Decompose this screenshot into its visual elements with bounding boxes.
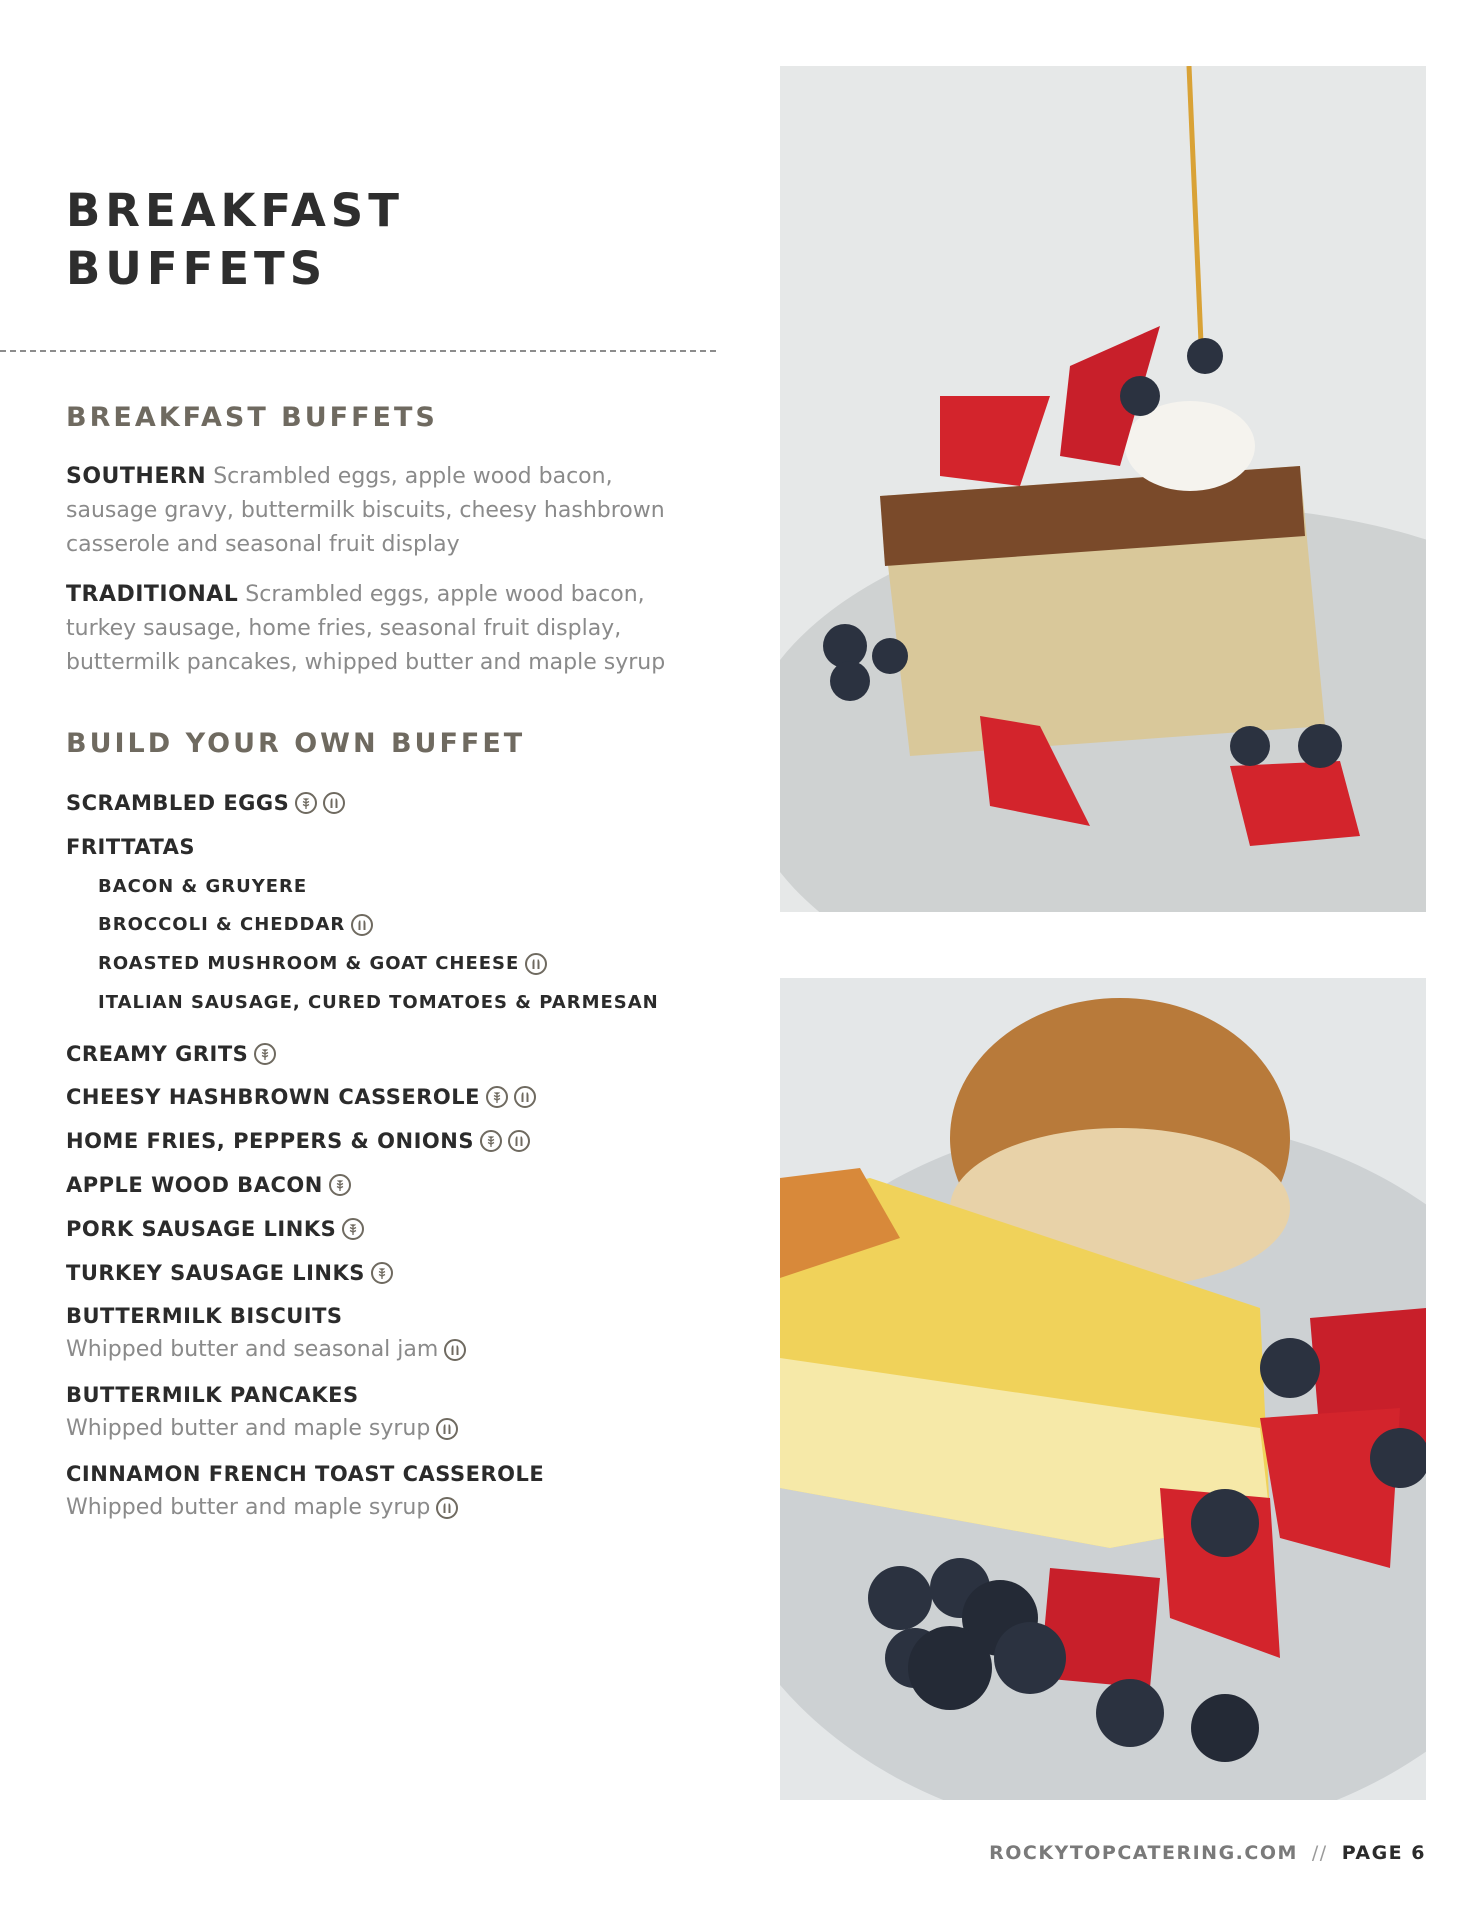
menu-item-label: ITALIAN SAUSAGE, CURED TOMATOES & PARMESAN bbox=[98, 992, 659, 1013]
wheat-icon bbox=[371, 1262, 393, 1284]
menu-item-label: BUTTERMILK BISCUITS bbox=[66, 1304, 343, 1328]
menu-item-description-text: Whipped butter and seasonal jam bbox=[66, 1337, 439, 1362]
vegetarian-icon bbox=[444, 1339, 466, 1361]
buffet-description: Scrambled eggs, apple wood bacon, sausage gravy, buttermilk biscuits, cheesy hashbrown casserole and seasonal fruit display bbox=[66, 464, 665, 557]
wheat-icon bbox=[254, 1043, 276, 1065]
menu-item-home-fries bbox=[66, 1126, 530, 1156]
menu-item-label: CINNAMON FRENCH TOAST CASSEROLE bbox=[66, 1462, 545, 1486]
menu-item-label: CREAMY GRITS bbox=[66, 1042, 249, 1066]
footer-page-number: PAGE 6 bbox=[1341, 1842, 1426, 1864]
menu-item-scrambled-eggs bbox=[66, 788, 345, 818]
menu-item-description bbox=[66, 1414, 458, 1444]
buffet-name: SOUTHERN bbox=[66, 464, 207, 489]
menu-item-description-text: Whipped butter and maple syrup bbox=[66, 1495, 431, 1520]
frittata-bacon-gruyere bbox=[98, 874, 307, 900]
menu-item-frittatas bbox=[66, 832, 195, 862]
menu-item-description-text: Whipped butter and maple syrup bbox=[66, 1416, 431, 1441]
menu-item-pork-sausage bbox=[66, 1214, 364, 1244]
menu-item-label: TURKEY SAUSAGE LINKS bbox=[66, 1261, 365, 1285]
buffet-description: Scrambled eggs, apple wood bacon, turkey sausage, home fries, seasonal fruit display, buttermilk pancakes, whipped butter and maple syrup bbox=[66, 582, 666, 675]
footer-separator: // bbox=[1311, 1842, 1328, 1864]
menu-item-label: BACON & GRUYERE bbox=[98, 876, 308, 897]
menu-item-label: FRITTATAS bbox=[66, 835, 196, 859]
section-heading-build-your-own: BUILD YOUR OWN BUFFET bbox=[66, 728, 526, 759]
wheat-icon bbox=[329, 1174, 351, 1196]
frittata-mushroom-goat-cheese bbox=[98, 951, 547, 977]
wheat-icon bbox=[480, 1130, 502, 1152]
page-title-line: BREAKFAST bbox=[66, 184, 404, 237]
menu-item-description bbox=[66, 1335, 466, 1365]
wheat-icon bbox=[342, 1218, 364, 1240]
menu-item-label: ROASTED MUSHROOM & GOAT CHEESE bbox=[98, 953, 520, 974]
menu-item-turkey-sausage bbox=[66, 1258, 393, 1288]
page-title bbox=[66, 182, 404, 298]
menu-item-label: HOME FRIES, PEPPERS & ONIONS bbox=[66, 1129, 474, 1153]
vegetarian-icon bbox=[351, 914, 373, 936]
menu-item-label: APPLE WOOD BACON bbox=[66, 1173, 323, 1197]
menu-item-label: BUTTERMILK PANCAKES bbox=[66, 1383, 359, 1407]
french-toast-photo bbox=[780, 66, 1426, 912]
frittata-broccoli-cheddar bbox=[98, 912, 373, 938]
dashed-divider bbox=[0, 350, 716, 352]
wheat-icon bbox=[295, 792, 317, 814]
vegetarian-icon bbox=[323, 792, 345, 814]
menu-item-hashbrown-casserole bbox=[66, 1082, 536, 1112]
page-footer bbox=[989, 1842, 1426, 1864]
egg-casserole-photo bbox=[780, 978, 1426, 1800]
section-heading-breakfast-buffets: BREAKFAST BUFFETS bbox=[66, 402, 438, 433]
menu-item-label: PORK SAUSAGE LINKS bbox=[66, 1217, 337, 1241]
menu-item-description bbox=[66, 1493, 458, 1523]
menu-item-label: SCRAMBLED EGGS bbox=[66, 791, 290, 815]
wheat-icon bbox=[486, 1086, 508, 1108]
menu-item-apple-wood-bacon bbox=[66, 1170, 351, 1200]
frittata-italian-sausage bbox=[98, 990, 659, 1016]
vegetarian-icon bbox=[436, 1418, 458, 1440]
page-title-line: BUFFETS bbox=[66, 242, 328, 295]
menu-item-creamy-grits bbox=[66, 1039, 276, 1069]
buffet-traditional bbox=[66, 578, 686, 680]
vegetarian-icon bbox=[436, 1497, 458, 1519]
vegetarian-icon bbox=[514, 1086, 536, 1108]
footer-website: ROCKYTOPCATERING.COM bbox=[989, 1842, 1298, 1864]
buffet-name: TRADITIONAL bbox=[66, 582, 239, 607]
vegetarian-icon bbox=[525, 953, 547, 975]
menu-item-buttermilk-pancakes bbox=[66, 1380, 359, 1410]
menu-item-label: BROCCOLI & CHEDDAR bbox=[98, 914, 346, 935]
menu-item-label: CHEESY HASHBROWN CASSEROLE bbox=[66, 1085, 480, 1109]
buffet-southern bbox=[66, 460, 686, 562]
menu-item-buttermilk-biscuits bbox=[66, 1301, 343, 1331]
menu-item-french-toast-casserole bbox=[66, 1459, 544, 1489]
vegetarian-icon bbox=[508, 1130, 530, 1152]
